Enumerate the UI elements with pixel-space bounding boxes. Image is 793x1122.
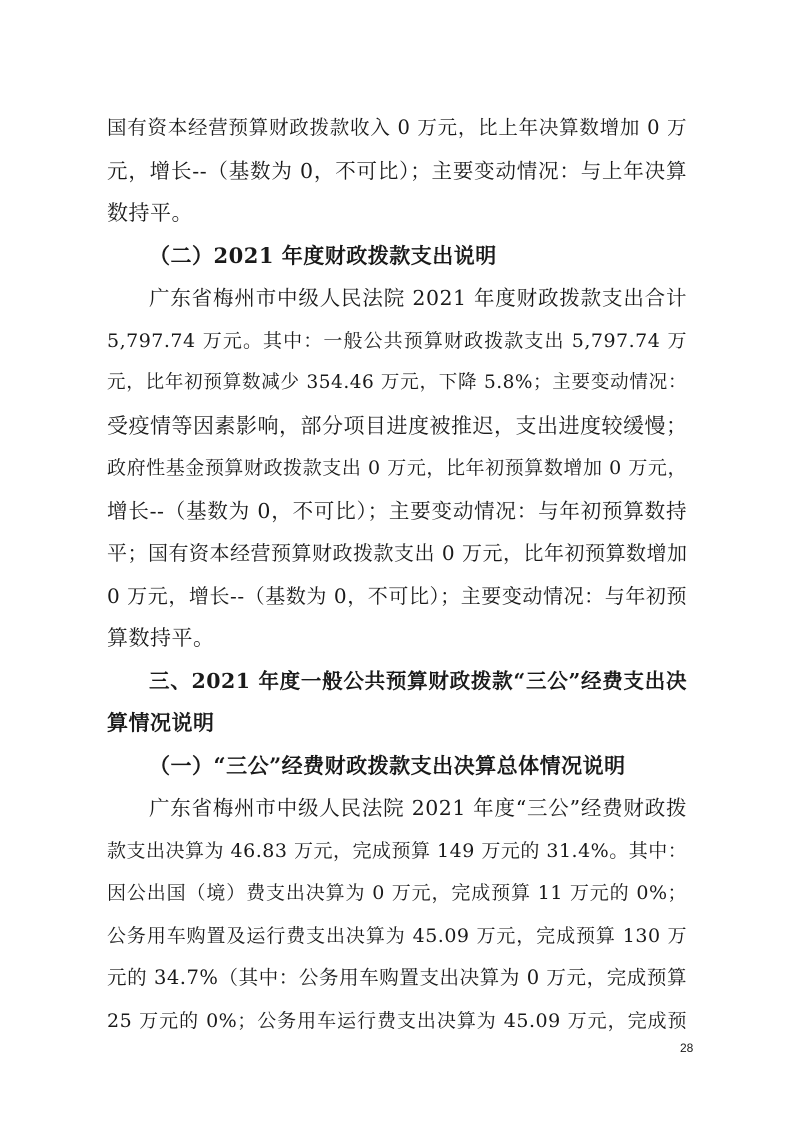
paragraph-line: 元，增长--（基数为 0，不可比）；主要变动情况：与上年决算	[107, 159, 687, 183]
paragraph-line: 25 万元的 0%；公务用车运行费支出决算为 45.09 万元，完成预	[107, 1010, 687, 1032]
section-heading: 三、2021 年度一般公共预算财政拨款“三公”经费支出决	[149, 669, 687, 693]
paragraph-line: 元，比年初预算数减少 354.46 万元，下降 5.8%；主要变动情况：	[107, 372, 687, 393]
paragraph-line: 受疫情等因素影响，部分项目进度被推迟，支出进度较缓慢；	[107, 414, 688, 438]
paragraph-line: 因公出国（境）费支出决算为 0 万元，完成预算 11 万元的 0%；	[107, 882, 687, 904]
paragraph-line: 元的 34.7%（其中：公务用车购置支出决算为 0 万元，完成预算	[107, 966, 687, 989]
paragraph-line: 0 万元，增长--（基数为 0，不可比）；主要变动情况：与年初预	[107, 584, 687, 608]
paragraph-line: 政府性基金预算财政拨款支出 0 万元，比年初预算数增加 0 万元，	[107, 457, 687, 479]
subsection-heading: （一）“三公”经费财政拨款支出决算总体情况说明	[149, 753, 626, 778]
paragraph-line: 广东省梅州市中级人民法院 2021 年度财政拨款支出合计	[149, 286, 687, 310]
paragraph-line: 平；国有资本经营预算财政拨款支出 0 万元，比年初预算数增加	[107, 541, 688, 565]
paragraph-line: 款支出决算为 46.83 万元，完成预算 149 万元的 31.4%。其中：	[107, 840, 688, 862]
paragraph-line: 增长--（基数为 0，不可比）；主要变动情况：与年初预算数持	[107, 499, 687, 523]
paragraph-line: 公务用车购置及运行费支出决算为 45.09 万元，完成预算 130 万	[107, 925, 687, 947]
page-number: 28	[680, 1041, 694, 1055]
section-heading: 算情况说明	[107, 710, 215, 735]
paragraph-line: 广东省梅州市中级人民法院 2021 年度“三公”经费财政拨	[149, 796, 687, 820]
paragraph-line: 数持平。	[107, 201, 193, 225]
paragraph-line: 国有资本经营预算财政拨款收入 0 万元，比上年决算数增加 0 万	[107, 116, 687, 139]
paragraph-line: 5,797.74 万元。其中：一般公共预算财政拨款支出 5,797.74 万	[107, 330, 687, 352]
section-heading: （二）2021 年度财政拨款支出说明	[149, 243, 497, 268]
paragraph-line: 算数持平。	[107, 626, 215, 650]
